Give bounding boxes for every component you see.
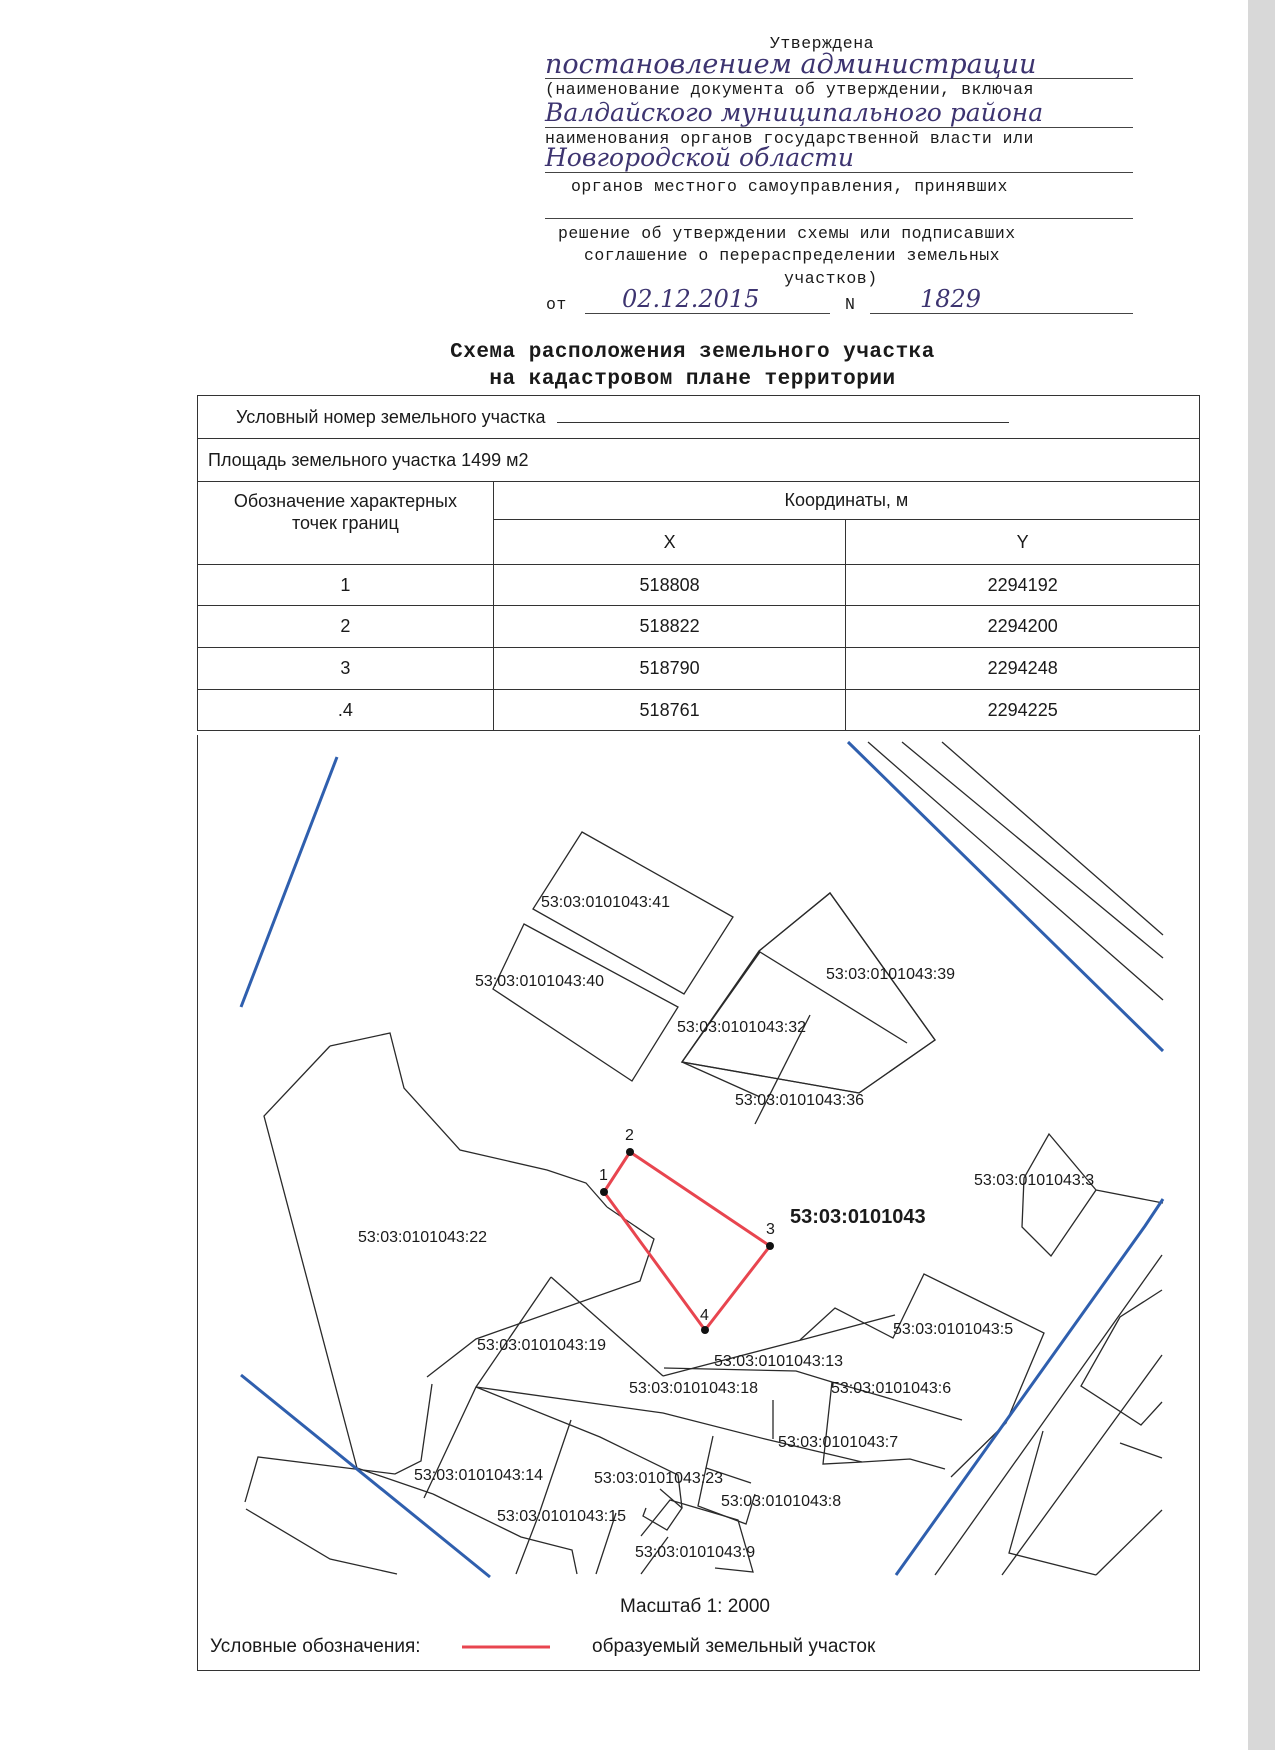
point-2-marker [626,1148,634,1156]
document-title-line-1: Схема расположения земельного участка [450,341,935,364]
parcel-boundaries [245,742,1163,1575]
parcel-19-east [551,1277,663,1376]
label-parcel-8: 53:03:0101043:8 [721,1493,842,1510]
parcel-south-lower [433,1494,577,1574]
stream-northeast [848,742,1163,1051]
label-parcel-40: 53:03:0101043:40 [475,973,605,990]
label-point-2: 2 [625,1127,634,1144]
parcel-22-west [264,1046,433,1494]
scale-label: Масштаб 1: 2000 [620,1596,770,1617]
label-parcel-36: 53:03:0101043:36 [735,1092,865,1109]
x-cell: 518808 [493,565,846,606]
y-cell: 2294248 [846,648,1200,690]
handwritten-document: постановлением администрации [545,49,1037,80]
road-line-east-2 [1002,1355,1162,1575]
parcel-corner [246,1509,397,1574]
legend-text: образуемый земельный участок [592,1636,876,1657]
x-cell: 518822 [493,606,846,648]
points-column-header: Обозначение характерных точек границ [198,482,494,565]
approval-label-4: решение об утверждении схемы или подписавших [558,224,1016,243]
point-1-marker [600,1188,608,1196]
handwritten-region: Новгородской области [545,143,854,172]
label-parcel-6: 53:03:0101043:6 [831,1380,952,1397]
new-parcel [600,1148,774,1334]
label-parcel-22: 53:03:0101043:22 [358,1229,488,1246]
label-point-3: 3 [766,1221,775,1238]
approval-heading: Утверждена [770,34,875,53]
y-column-header: Y [846,520,1200,565]
label-parcel-18: 53:03:0101043:18 [629,1380,759,1397]
parcel-3-outline [1022,1134,1096,1256]
parcel-22-north [330,1033,607,1207]
road-line-east-1 [935,1255,1162,1575]
parcel-14-north [476,1387,682,1508]
y-cell: 2294225 [846,690,1200,731]
conditional-number-label: Условный номер земельного участка [236,406,546,427]
parcel-east-small [1120,1443,1162,1458]
document-title-line-2: на кадастровом плане территории [489,368,896,391]
point-cell: .4 [198,690,494,731]
parcel-3-edge [1096,1190,1163,1203]
x-cell: 518790 [493,648,846,690]
legend-label: Условные обозначения: [210,1636,421,1657]
x-column-header: X [493,520,846,565]
approval-label-3: органов местного самоуправления, принявших [571,177,1008,196]
label-parcel-41: 53:03:0101043:41 [541,894,671,911]
parcel-east-corner [1096,1510,1162,1575]
handwritten-district: Валдайского муниципального района [545,98,1044,127]
label-parcel-5: 53:03:0101043:5 [893,1321,1014,1338]
label-parcel-13: 53:03:0101043:13 [714,1353,844,1370]
point-cell: 2 [198,606,494,648]
label-parcel-7: 53:03:0101043:7 [778,1434,899,1451]
label-parcel-19: 53:03:0101043:19 [477,1337,607,1354]
approval-label-1: (наименование документа об утверждении, включая [545,80,1034,99]
approval-label-5: соглашение о перераспределении земельных [584,246,1001,265]
stream-northwest [241,757,337,1007]
coordinates-column-header: Координаты, м [493,482,1199,520]
point-cell: 3 [198,648,494,690]
road-line [902,742,1163,958]
parcel-39-outline [682,893,935,1093]
parcel-41-outline [533,832,733,994]
label-parcel-23: 53:03:0101043:23 [594,1470,724,1487]
parcel-15-9-outline [641,1500,753,1572]
parcel-14-15-divider [516,1420,571,1574]
road-line [868,742,1163,1000]
map-labels [358,894,1094,1561]
date-prefix: от [546,295,567,314]
approval-label-6: участков) [784,269,878,288]
handwritten-date: 02.12.2015 [622,285,760,313]
area-label: Площадь земельного участка 1499 м2 [198,439,1200,482]
label-point-4: 4 [700,1307,709,1324]
x-cell: 518761 [493,690,846,731]
parcel-19-south [476,1387,945,1469]
handwritten-number: 1829 [920,285,982,313]
number-prefix: N [845,295,856,314]
new-parcel-outline [604,1152,770,1330]
label-parcel-3: 53:03:0101043:3 [974,1172,1095,1189]
parcel-19-west [424,1277,551,1498]
block-39-32-36 [682,893,935,1093]
y-cell: 2294192 [846,565,1200,606]
y-cell: 2294200 [846,606,1200,648]
approval-label-2: наименования органов государственной власти или [545,129,1034,148]
point-3-marker [766,1242,774,1250]
parcel-far-east [1081,1290,1162,1425]
label-parcel-39: 53:03:0101043:39 [826,966,956,983]
label-parcel-9: 53:03:0101043:9 [635,1544,756,1561]
point-4-marker [701,1326,709,1334]
label-parcel-15: 53:03:0101043:15 [497,1508,627,1525]
parcel-40-outline [493,924,678,1081]
label-point-1: 1 [599,1167,608,1184]
label-quarter: 53:03:0101043 [790,1206,926,1228]
label-parcel-14: 53:03:0101043:14 [414,1467,544,1484]
label-parcel-32: 53:03:0101043:32 [677,1019,807,1036]
water-boundaries [241,742,1163,1577]
point-cell: 1 [198,565,494,606]
road-line [942,742,1163,935]
